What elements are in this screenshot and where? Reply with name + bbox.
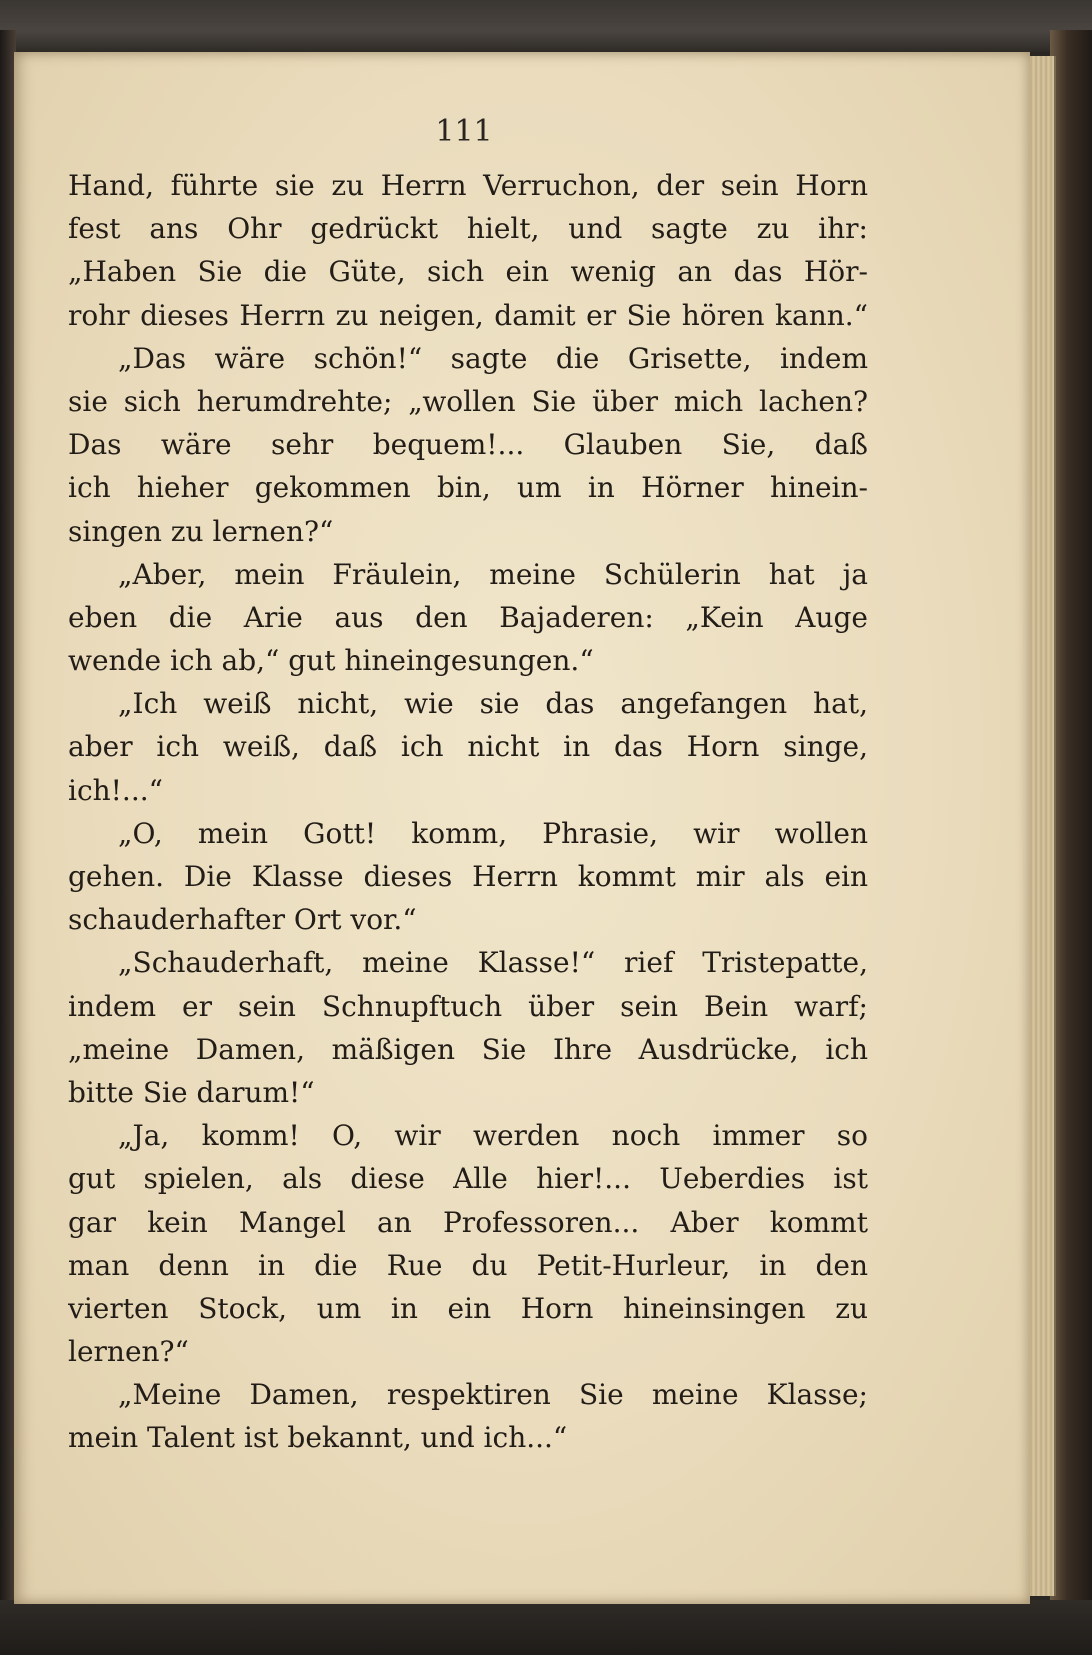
text-line: fest ans Ohr gedrückt hielt, und sagte zu ihr:: [68, 212, 868, 246]
text-line: gar kein Mangel an Professoren... Aber kommt: [68, 1205, 868, 1239]
text-line: schauderhafter Ort vor.“: [68, 903, 417, 937]
text-line: „meine Damen, mäßigen Sie Ihre Ausdrücke, ich: [68, 1032, 868, 1066]
text-line: Hand, führte sie zu Herrn Verruchon, der sein Horn: [68, 169, 868, 202]
text-line: „Aber, mein Fräulein, meine Schülerin hat ja: [118, 557, 868, 591]
book-cover-top: [0, 0, 1092, 52]
text-line: „Ich weiß nicht, wie sie das angefangen hat,: [118, 687, 868, 721]
text-line: „Ja, komm! O, wir werden noch immer so: [118, 1119, 868, 1153]
text-line: wende ich ab,“ gut hineingesungen.“: [68, 644, 594, 678]
text-line: indem er sein Schnupftuch über sein Bein warf;: [68, 989, 868, 1023]
page-text: [68, 164, 868, 1460]
text-line: man denn in die Rue du Petit-Hurleur, in den: [68, 1248, 868, 1282]
text-line: eben die Arie aus den Bajaderen: „Kein Auge: [68, 600, 868, 634]
text-line: „Schauderhaft, meine Klasse!“ rief Tristepatte,: [118, 946, 868, 980]
text-line: singen zu lernen?“: [68, 514, 334, 548]
text-line: gehen. Die Klasse dieses Herrn kommt mir als ein: [68, 860, 868, 893]
text-line: ich!...“: [68, 773, 163, 807]
text-line: mein Talent ist bekannt, und ich...“: [68, 1421, 568, 1455]
text-line: vierten Stock, um in ein Horn hineinsingen zu: [68, 1291, 868, 1325]
text-line: Das wäre sehr bequem!... Glauben Sie, daß: [68, 428, 868, 462]
book-page: [14, 52, 1030, 1604]
text-line: „Meine Damen, respektiren Sie meine Klasse;: [118, 1378, 868, 1412]
text-line: gut spielen, als diese Alle hier!... Ueberdies ist: [68, 1162, 868, 1196]
text-line: „Haben Sie die Güte, sich ein wenig an das Hör-: [68, 255, 868, 289]
text-line: „O, mein Gott! komm, Phrasie, wir wollen: [118, 816, 868, 850]
page-edges: [1028, 56, 1056, 1596]
book-cover-bottom: [0, 1600, 1092, 1655]
text-line: aber ich weiß, daß ich nicht in das Horn singe,: [68, 730, 868, 764]
text-line: bitte Sie darum!“: [68, 1075, 315, 1109]
text-line: sie sich herumdrehte; „wollen Sie über mich lachen?: [68, 384, 868, 418]
text-line: „Das wäre schön!“ sagte die Grisette, indem: [118, 341, 868, 375]
text-line: rohr dieses Herrn zu neigen, damit er Sie hören kann.“: [68, 298, 868, 332]
page-number: 111: [435, 114, 493, 149]
book-cover-right: [1050, 30, 1092, 1620]
text-line: ich hieher gekommen bin, um in Hörner hinein-: [68, 471, 868, 505]
text-line: lernen?“: [68, 1335, 189, 1369]
